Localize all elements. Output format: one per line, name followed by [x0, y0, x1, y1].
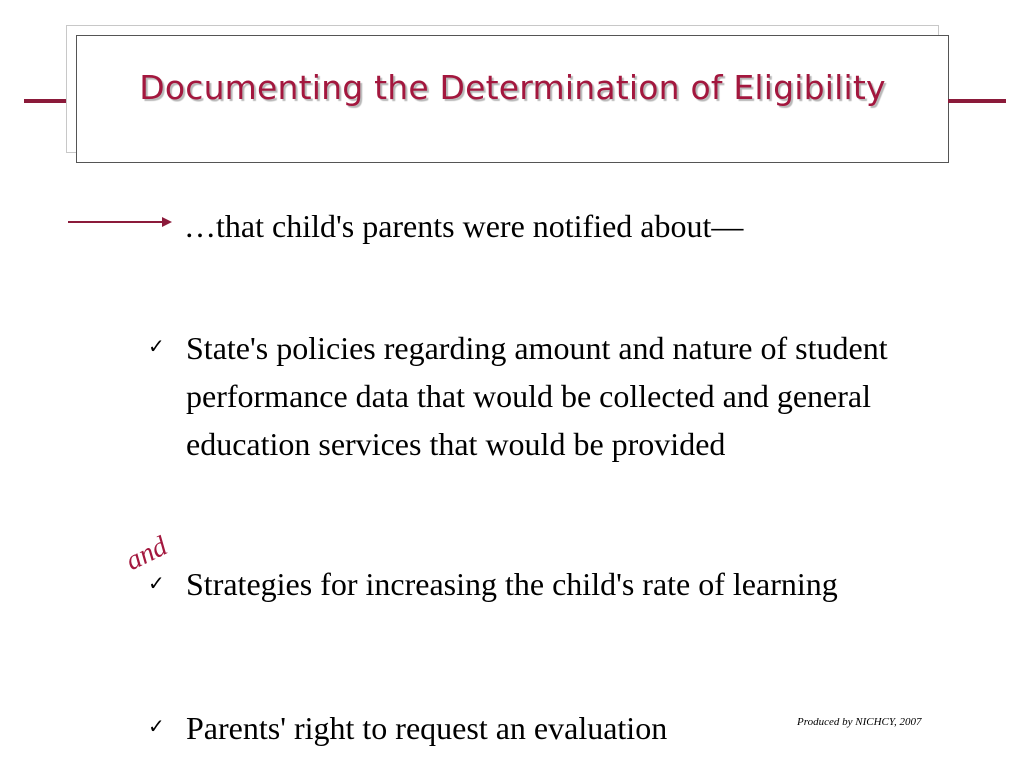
bullet-item: Parents' right to request an evaluation: [186, 710, 668, 746]
and-connector: and: [120, 530, 173, 577]
checkmark-icon: ✓: [148, 571, 165, 595]
arrow-right-icon: [68, 214, 174, 234]
checkmark-icon: ✓: [148, 334, 165, 358]
checkmark-icon: ✓: [148, 714, 165, 738]
bullet-item: State's policies regarding amount and nature of student performance data that would be collected and general education services that would be provided: [186, 330, 888, 462]
credit-note: Produced by NICHCY, 2007: [797, 716, 922, 728]
slide-title: Documenting the Determination of Eligibility: [139, 68, 886, 107]
title-rule-right: [948, 99, 1006, 103]
bullet-item: Strategies for increasing the child's rate of learning: [186, 566, 838, 602]
intro-line: …that child's parents were notified about—: [184, 208, 744, 244]
title-rule-left: [24, 99, 66, 103]
